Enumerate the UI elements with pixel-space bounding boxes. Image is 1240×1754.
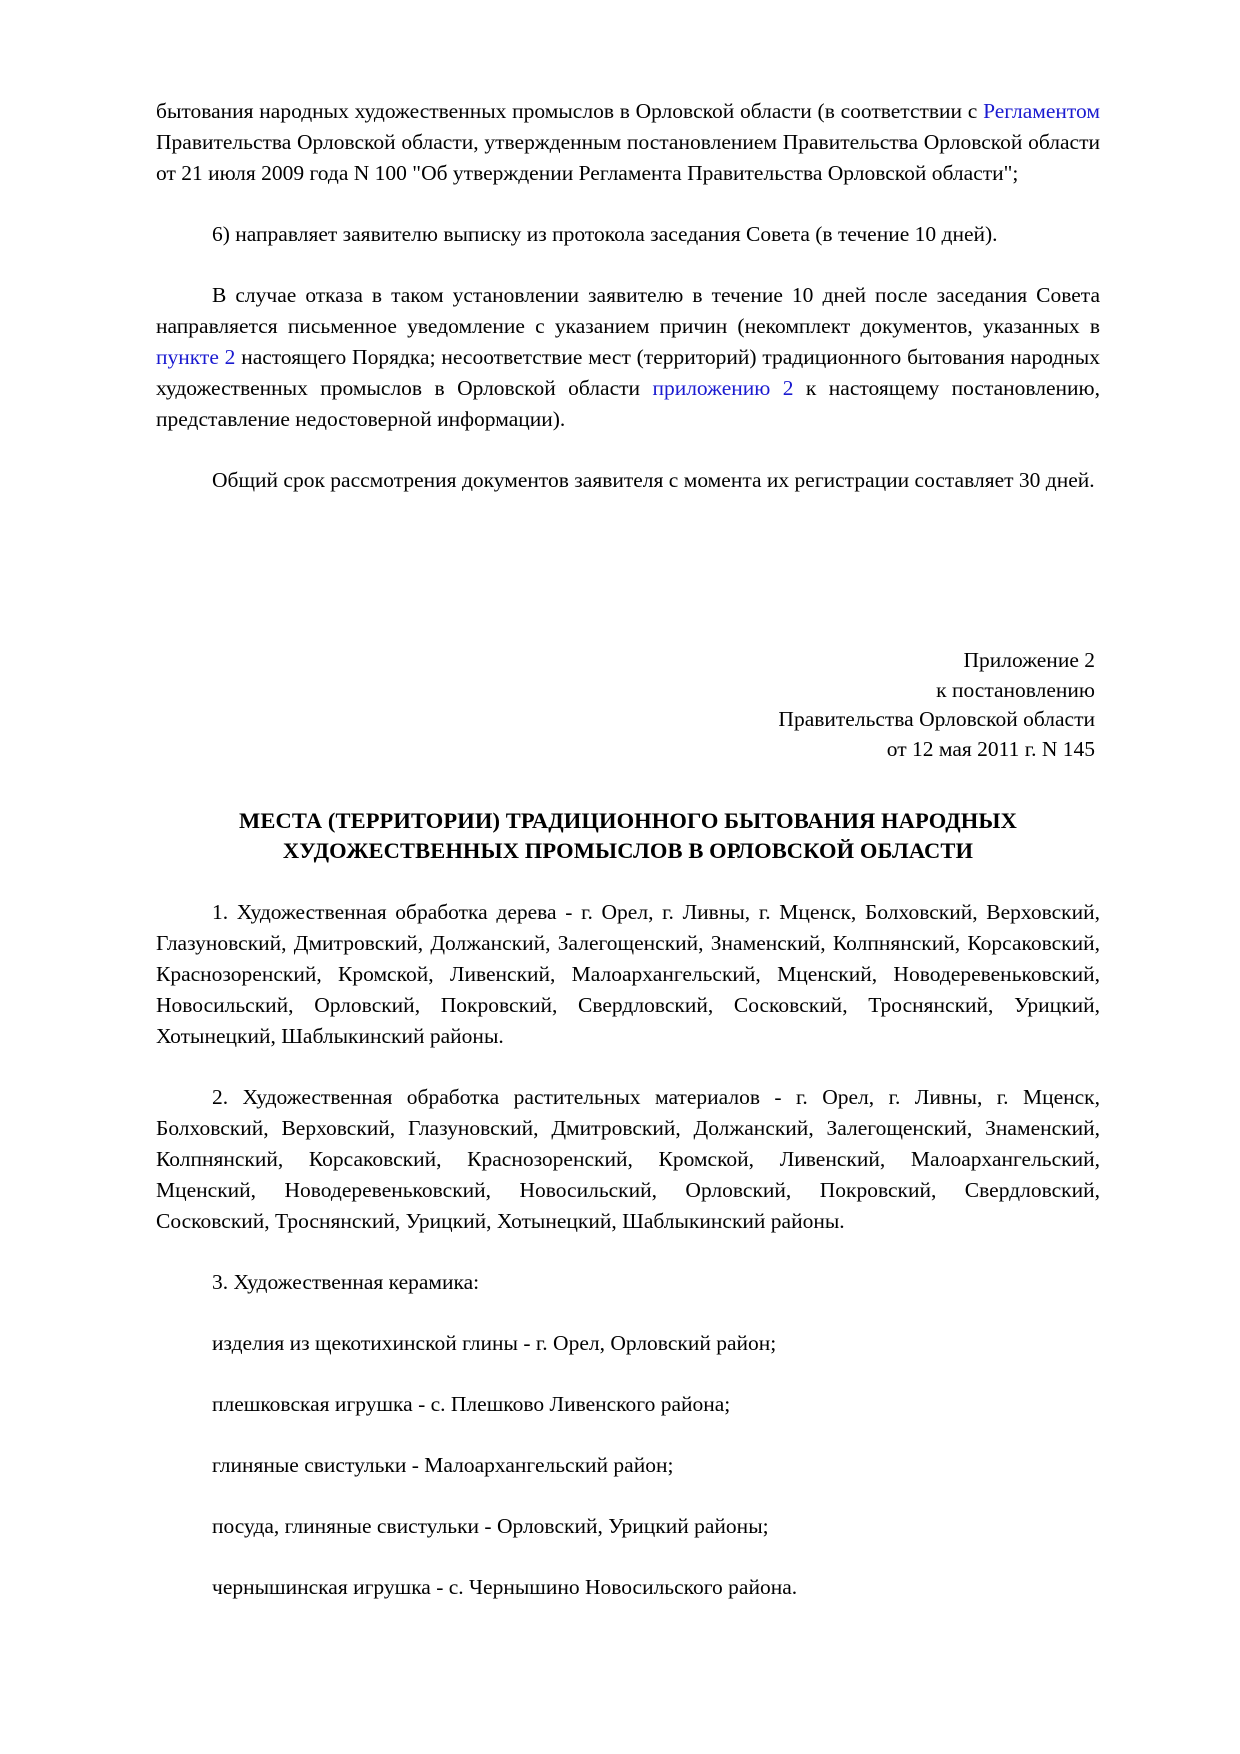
paragraph-spacer (156, 1359, 1100, 1389)
paragraph-spacer (156, 250, 1100, 280)
paragraph-spacer (156, 1420, 1100, 1450)
ceramics-subitem-dishes: посуда, глиняные свистульки - Орловский, Урицкий районы; (212, 1514, 769, 1538)
continued-paragraph-segment-1: бытования народных художественных промыслов в Орловской области (в соответствии с (156, 99, 984, 123)
link-prilozhenie-2[interactable]: приложению 2 (652, 376, 794, 400)
appendix-line-number: Приложение 2 (963, 648, 1095, 672)
document-body (156, 96, 1100, 1603)
paragraph-spacer (156, 435, 1100, 465)
refusal-segment-3: к настоящему постановлению, представление недостоверной информации). (156, 376, 1100, 431)
paragraph-spacer (156, 1542, 1100, 1572)
term-paragraph: Общий срок рассмотрения документов заявителя с момента их регистрации составляет 30 дней. (212, 468, 1095, 492)
appendix-line-to-decree: к постановлению (936, 677, 1095, 702)
list-item-1: 1. Художественная обработка дерева - г. Орел, г. Ливны, г. Мценск, Болховский, Верховский, Глазуновский, Дмитровский, Должанский, Залегощенский, Знаменский, Колпнянский, Корсаковский, Краснозоренский, Кромской, Ливенский, Малоархангельский, Мценский, Новодеревеньковский, Новосильский, Орловский, Покровский, Свердловский, Сосковский, Троснянский, Урицкий, Хотынецкий, Шаблыкинский районы. (156, 900, 1100, 1048)
paragraph-spacer (156, 1298, 1100, 1328)
paragraph-spacer (156, 1052, 1100, 1082)
item-6-paragraph: 6) направляет заявителю выписку из протокола заседания Совета (в течение 10 дней). (212, 222, 998, 246)
refusal-segment-1: В случае отказа в таком установлении заявителю в течение 10 дней после заседания Совета направляется письменное уведомление с указанием причин (некомплект документов, указанных в (156, 283, 1100, 338)
title-spacer (156, 764, 1100, 806)
continued-paragraph-segment-2: Правительства Орловской области, утвержденным постановлением Правительства Орловской области от 21 июля 2009 года N 100 "Об утверждении Регламента Правительства Орловской области"; (156, 130, 1100, 185)
ceramics-subitem-whistles: глиняные свистульки - Малоархангельский район; (212, 1453, 674, 1477)
paragraph-spacer (156, 1481, 1100, 1511)
ceramics-subitem-shchekotikhino: изделия из щекотихинской глины - г. Орел, Орловский район; (212, 1331, 777, 1355)
list-item-3: 3. Художественная керамика: (212, 1270, 480, 1294)
link-punkt-2[interactable]: пункте 2 (156, 345, 236, 369)
appendix-header-block (156, 646, 1100, 764)
paragraph-spacer (156, 189, 1100, 219)
refusal-paragraph (156, 280, 1100, 435)
continued-paragraph (156, 96, 1100, 189)
link-reglament[interactable]: Регламентом (983, 99, 1100, 123)
appendix-line-date: от 12 мая 2011 г. N 145 (886, 736, 1095, 761)
ceramics-subitem-chernyshino: чернышинская игрушка - с. Чернышино Новосильского района. (212, 1575, 798, 1599)
appendix-line-government: Правительства Орловской области (778, 707, 1095, 731)
page-title: МЕСТА (ТЕРРИТОРИИ) ТРАДИЦИОННОГО БЫТОВАНИЯ НАРОДНЫХ ХУДОЖЕСТВЕННЫХ ПРОМЫСЛОВ В ОРЛОВСКОЙ ОБЛАСТИ (239, 808, 1017, 863)
section-spacer (156, 496, 1100, 646)
ceramics-subitem-pleshkovo: плешковская игрушка - с. Плешково Ливенского района; (212, 1392, 731, 1416)
refusal-segment-2: настоящего Порядка; несоответствие мест (территорий) традиционного бытования народных художественных промыслов в Орловской области (156, 345, 1100, 400)
list-item-2: 2. Художественная обработка растительных материалов - г. Орел, г. Ливны, г. Мценск, Болховский, Верховский, Глазуновский, Дмитровский, Должанский, Залегощенский, Знаменский, Колпнянский, Корсаковский, Краснозоренский, Кромской, Ливенский, Малоархангельский, Мценский, Новодеревеньковский, Новосильский, Орловский, Покровский, Свердловский, Сосковский, Троснянский, Урицкий, Хотынецкий, Шаблыкинский районы. (156, 1085, 1100, 1233)
paragraph-spacer (156, 866, 1100, 897)
paragraph-spacer (156, 1237, 1100, 1267)
